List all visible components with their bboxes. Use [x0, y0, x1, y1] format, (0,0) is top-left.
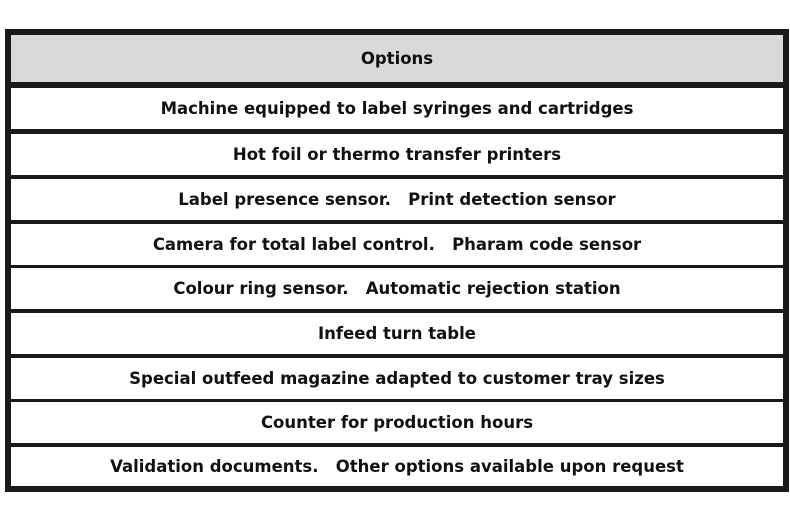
table-row: Validation documents. Other options available upon request: [11, 447, 783, 486]
table-row: Hot foil or thermo transfer printers: [11, 134, 783, 175]
table-row: Counter for production hours: [11, 402, 783, 443]
table-row: Special outfeed magazine adapted to customer tray sizes: [11, 358, 783, 399]
table-header-options: Options: [11, 35, 783, 82]
table-row: Infeed turn table: [11, 313, 783, 354]
table-row: Label presence sensor. Print detection sensor: [11, 179, 783, 220]
table-row: Camera for total label control. Pharam code sensor: [11, 224, 783, 265]
table-row: Colour ring sensor. Automatic rejection station: [11, 268, 783, 309]
options-table: [5, 29, 789, 492]
table-row: Machine equipped to label syringes and cartridges: [11, 88, 783, 129]
